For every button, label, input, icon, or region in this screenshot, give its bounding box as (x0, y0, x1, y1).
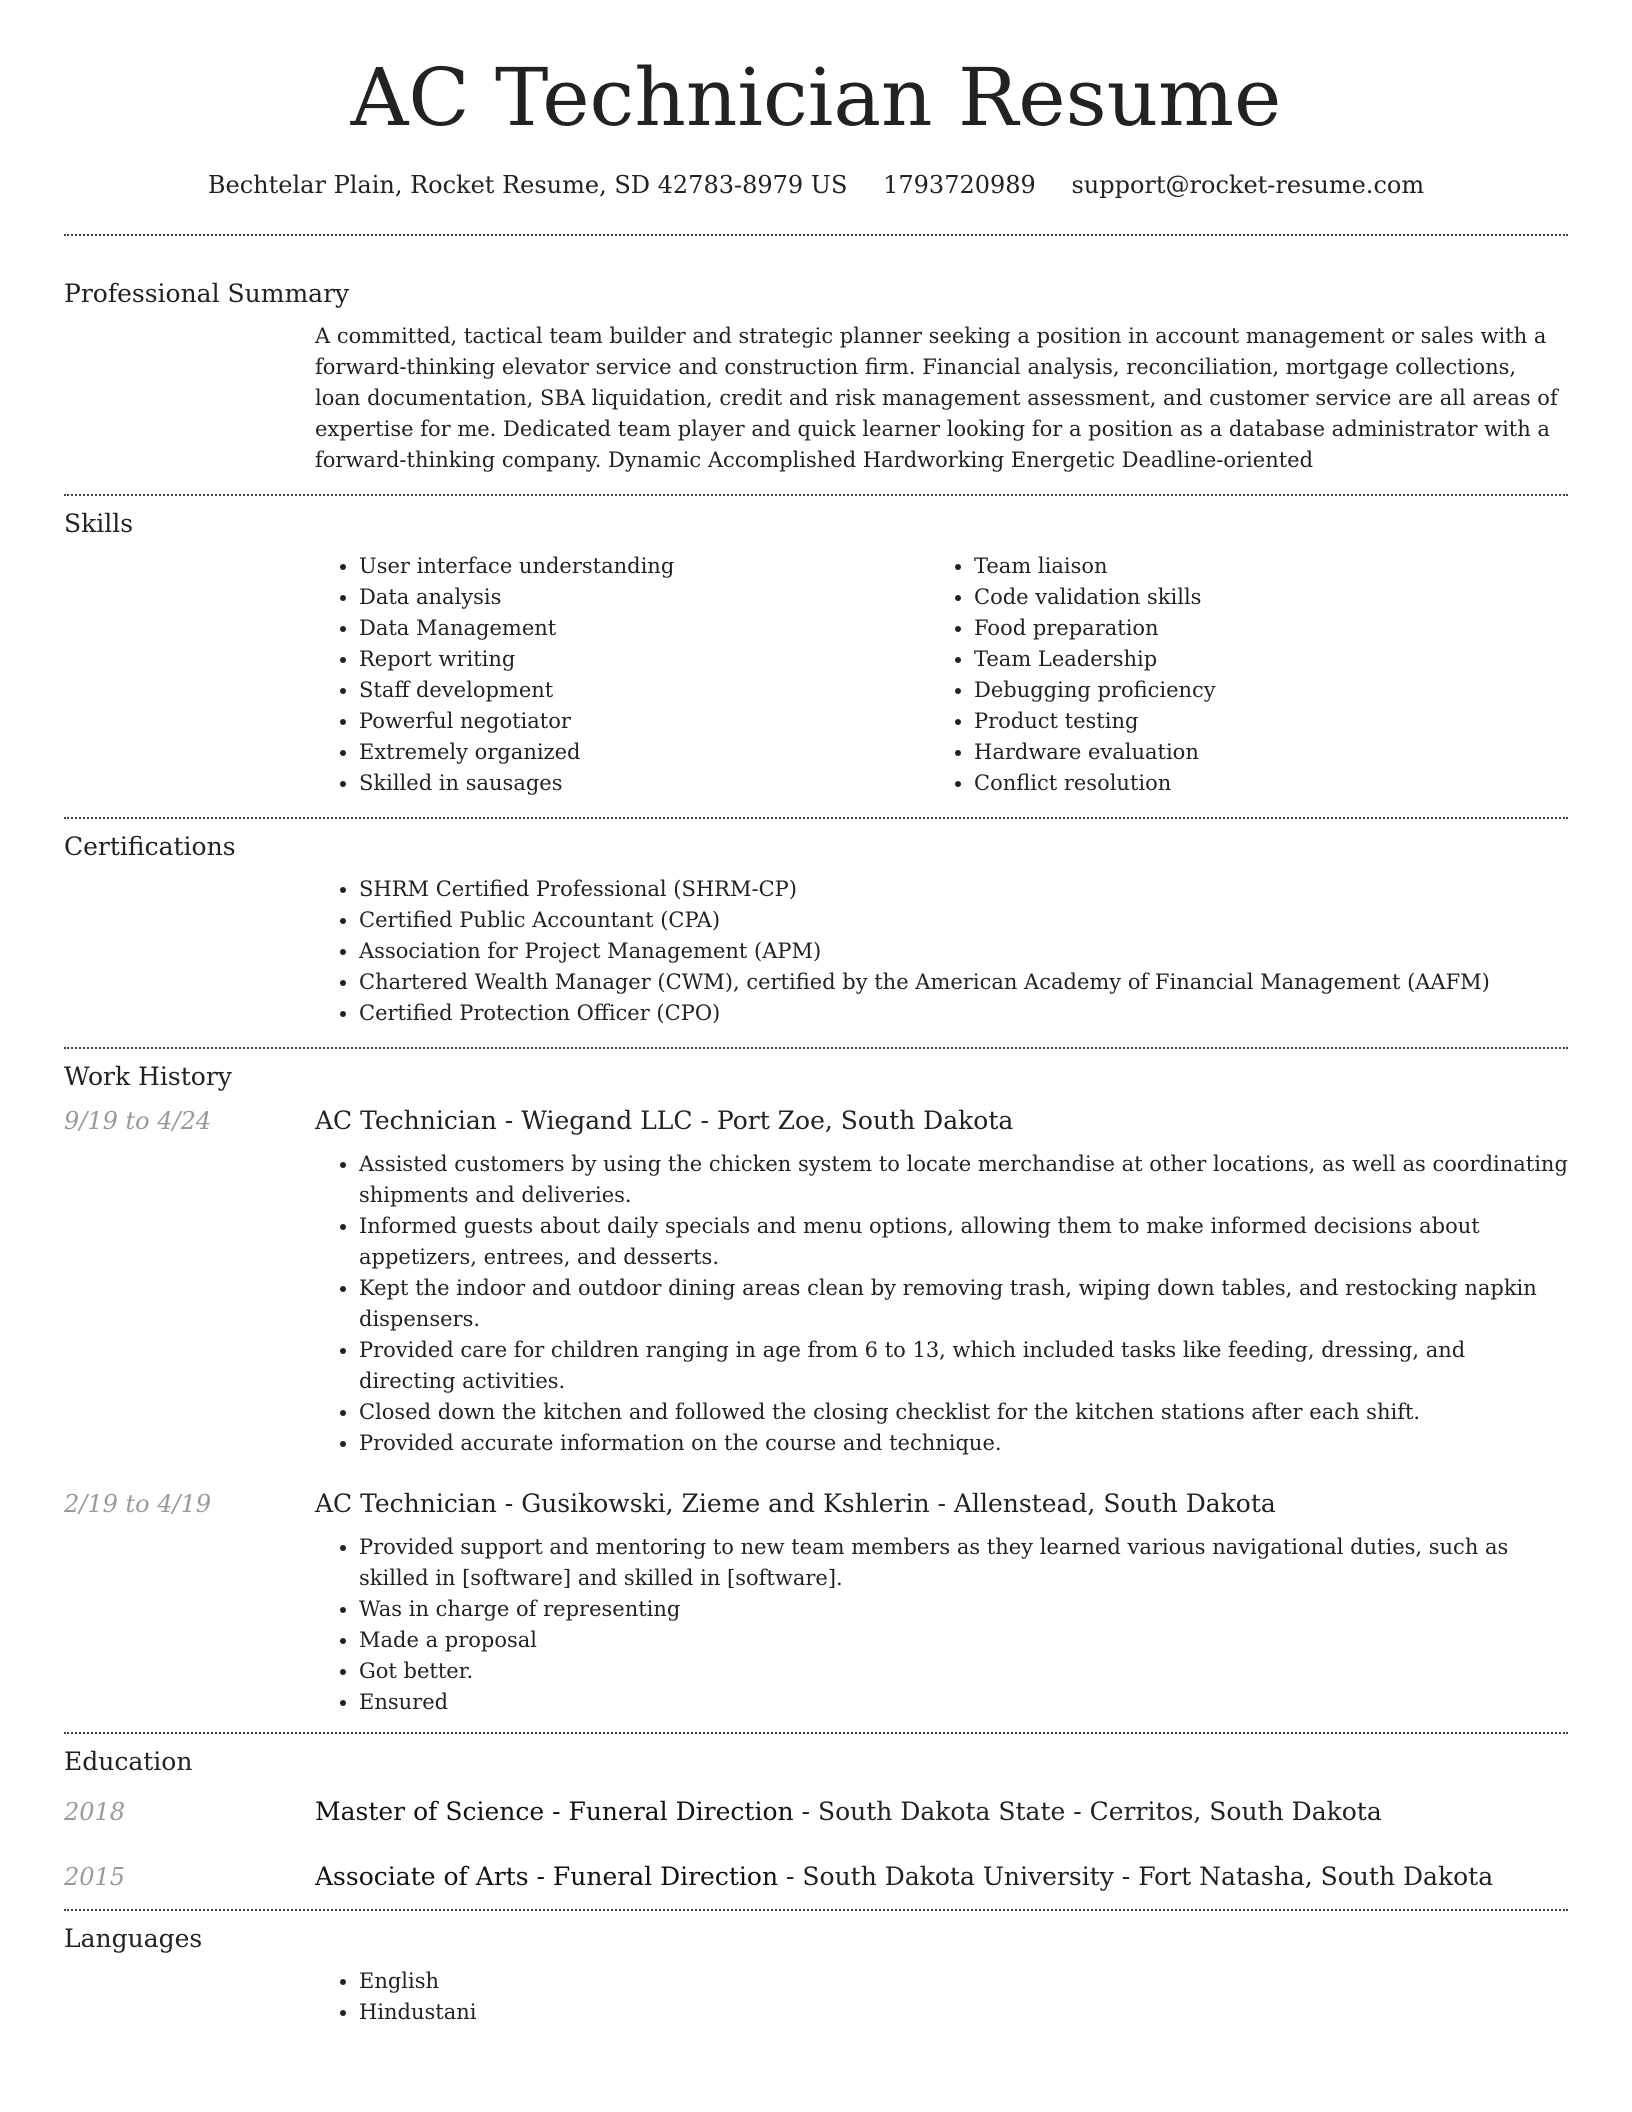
skill-item: • Skilled in sausages (359, 768, 930, 799)
education-school: - South Dakota State - Cerritos, South Dakota (793, 1797, 1382, 1826)
skill-item: • Report writing (359, 644, 930, 675)
work-history-section (64, 1049, 1568, 1718)
section-heading: Work History (64, 1062, 232, 1091)
job-duty-item: • Provided support and mentoring to new team members as they learned various navigational duties, such as skilled in [software] and skilled in [software]. (359, 1532, 1568, 1594)
skill-item: • Code validation skills (974, 582, 1545, 613)
job-duty-item: • Was in charge of representing (359, 1594, 1568, 1625)
education-degree: Associate of Arts - Funeral Direction (315, 1862, 779, 1891)
job-duties (315, 1149, 1568, 1459)
education-year: 2018 (64, 1798, 126, 1826)
job-dates: 9/19 to 4/24 (64, 1107, 212, 1135)
contact-email[interactable]: support@rocket-resume.com (1071, 171, 1425, 199)
resume-title: AC Technician Resume (350, 51, 1282, 144)
job-duty-item: • Informed guests about daily specials and menu options, allowing them to make informed decisions about appetizers, entrees, and desserts. (359, 1211, 1568, 1273)
job-duty-item: • Got better. (359, 1656, 1568, 1687)
skills-section (64, 496, 1568, 799)
job-entry (64, 1106, 1568, 1459)
skill-item: • Team liaison (974, 551, 1545, 582)
language-item: • Hindustani (359, 1997, 1568, 2028)
skill-item: • Staff development (359, 675, 930, 706)
summary-section (64, 236, 1568, 476)
education-list (64, 1797, 1568, 1891)
job-duty-item: • Provided care for children ranging in age from 6 to 13, which included tasks like feeding, dressing, and directing activities. (359, 1335, 1568, 1397)
contact-address: Bechtelar Plain, Rocket Resume, SD 42783-8979 US (207, 171, 848, 199)
section-heading: Certifications (64, 832, 236, 861)
skills-list (315, 551, 1568, 799)
job-duties (315, 1532, 1568, 1718)
education-school: - South Dakota University - Fort Natasha, South Dakota (778, 1862, 1494, 1891)
certification-item: • SHRM Certified Professional (SHRM-CP) (359, 874, 1568, 905)
job-entry (64, 1489, 1568, 1718)
education-degree: Master of Science - Funeral Direction (315, 1797, 794, 1826)
job-duty-item: • Closed down the kitchen and followed the closing checklist for the kitchen stations after each shift. (359, 1397, 1568, 1428)
skills-column-right (930, 551, 1545, 799)
section-heading: Education (64, 1747, 193, 1776)
skill-item: • Extremely organized (359, 737, 930, 768)
job-duty-item: • Ensured (359, 1687, 1568, 1718)
certification-item: • Chartered Wealth Manager (CWM), certified by the American Academy of Financial Management (AAFM) (359, 967, 1568, 998)
skill-item: • Data Management (359, 613, 930, 644)
job-header (64, 1106, 1568, 1135)
language-item: • English (359, 1966, 1568, 1997)
contact-phone: 1793720989 (883, 171, 1036, 199)
job-duty-item: • Kept the indoor and outdoor dining areas clean by removing trash, wiping down tables, and restocking napkin dispensers. (359, 1273, 1568, 1335)
skill-item: • Product testing (974, 706, 1545, 737)
skill-item: • Conflict resolution (974, 768, 1545, 799)
section-heading: Languages (64, 1924, 203, 1953)
job-title: AC Technician - Gusikowski, Zieme and Kshlerin - Allenstead, South Dakota (315, 1489, 1276, 1518)
job-title: AC Technician - Wiegand LLC - Port Zoe, South Dakota (315, 1106, 1014, 1135)
job-header (64, 1489, 1568, 1518)
section-heading: Professional Summary (64, 279, 350, 308)
job-duty-item: • Provided accurate information on the course and technique. (359, 1428, 1568, 1459)
skill-item: • Data analysis (359, 582, 930, 613)
skill-item: • User interface understanding (359, 551, 930, 582)
certifications-section (64, 819, 1568, 1029)
languages-list (315, 1966, 1568, 2028)
education-details (315, 1797, 1382, 1826)
contact-line (64, 170, 1568, 200)
summary-text: A committed, tactical team builder and strategic planner seeking a position in account management or sales with a forward-thinking elevator service and construction firm. Financial analysis, reconciliation, mortgage collections, loan documentation, SBA liquidation, credit and risk management assessment, and customer service are all areas of expertise for me. Dedicated team player and quick learner looking for a position as a database administrator with a forward-thinking company. Dynamic Accomplished Hardworking Energetic Deadline-oriented (315, 324, 1558, 472)
skills-column-left (315, 551, 930, 799)
certification-item: • Certified Protection Officer (CPO) (359, 998, 1568, 1029)
skill-item: • Food preparation (974, 613, 1545, 644)
section-heading: Skills (64, 509, 134, 538)
education-entry (64, 1797, 1568, 1826)
skill-item: • Powerful negotiator (359, 706, 930, 737)
job-dates: 2/19 to 4/19 (64, 1490, 212, 1518)
languages-section (64, 1911, 1568, 2028)
education-section (64, 1734, 1568, 1891)
certifications-list (315, 874, 1568, 1029)
job-duty-item: • Made a proposal (359, 1625, 1568, 1656)
skill-item: • Debugging proficiency (974, 675, 1545, 706)
certification-item: • Association for Project Management (APM) (359, 936, 1568, 967)
job-duty-item: • Assisted customers by using the chicken system to locate merchandise at other locations, as well as coordinating shipments and deliveries. (359, 1149, 1568, 1211)
education-details (315, 1862, 1493, 1891)
education-entry (64, 1862, 1568, 1891)
resume-page (64, 0, 1568, 2028)
education-year: 2015 (64, 1863, 126, 1891)
certification-item: • Certified Public Accountant (CPA) (359, 905, 1568, 936)
skill-item: • Hardware evaluation (974, 737, 1545, 768)
skill-item: • Team Leadership (974, 644, 1545, 675)
jobs-list (64, 1106, 1568, 1718)
